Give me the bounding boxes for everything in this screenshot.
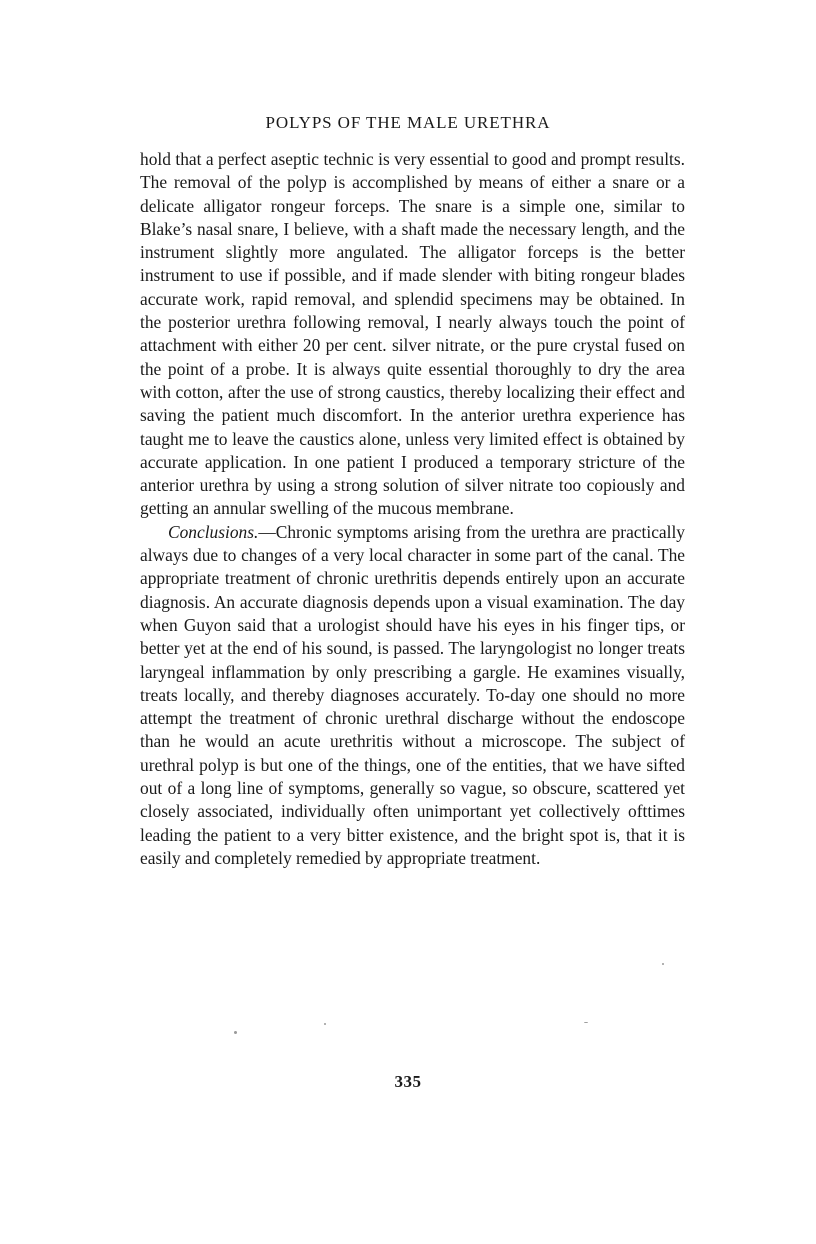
conclusions-heading: Conclusions.: [168, 521, 259, 542]
scan-speck: [234, 1031, 237, 1034]
scan-speck: [662, 963, 664, 965]
conclusions-text: —Chronic symptoms arising from the urethra are practically always due to changes of a very local character in some part of the canal. The appropriate treatment of chronic urethritis depends entirely upon an accurate diagnosis. An accurate diagnosis depends upon a visual examination. The day when Guyon said that a urologist should have his eyes in his finger tips, or better yet at the end of his sound, is passed. The laryngologist no longer treats laryngeal inflammation by only prescribing a gargle. He examines visually, treats locally, and thereby diagnoses accurately. To-day one should no more attempt the treatment of chronic urethral discharge without the endoscope than he would an acute urethritis without a microscope. The subject of urethral polyp is but one of the things, one of the entities, that we have sifted out of a long line of symptoms, generally so vague, so obscure, scattered yet closely associated, individually often unimportant yet collectively ofttimes leading the patient to a very bitter existence, and the bright spot is, that it is easily and completely remedied by appropriate treatment.: [140, 521, 685, 868]
page-number: 335: [394, 1072, 422, 1091]
scan-speck: [324, 1023, 326, 1025]
paragraph-conclusions: [140, 521, 685, 870]
running-header: POLYPS OF THE MALE URETHRA: [265, 113, 551, 132]
paragraph-polyp-removal: hold that a perfect aseptic technic is very essential to good and prompt results. The removal of the polyp is accomplished by means of either a snare or a delicate alligator rongeur forceps. The snare is a simple one, similar to Blake’s nasal snare, I believe, with a shaft made the necessary length, and the instrument slightly more angulated. The alligator forceps is the better instrument to use if possible, and if made slender with biting rongeur blades accurate work, rapid removal, and splendid specimens may be obtained. In the posterior urethra following removal, I nearly always touch the point of attachment with either 20 per cent. silver nitrate, or the pure crystal fused on the point of a probe. It is always quite essential thoroughly to dry the area with cotton, after the use of strong caustics, thereby localizing their effect and saving the patient much discomfort. In the anterior urethra experience has taught me to leave the caustics alone, unless very limited effect is obtained by accurate application. In one patient I produced a temporary stricture of the anterior urethra by using a strong solution of silver nitrate too copiously and getting an annular swelling of the mucous membrane.: [140, 149, 685, 519]
main-text: [140, 148, 685, 870]
scan-speck: [584, 1022, 588, 1023]
